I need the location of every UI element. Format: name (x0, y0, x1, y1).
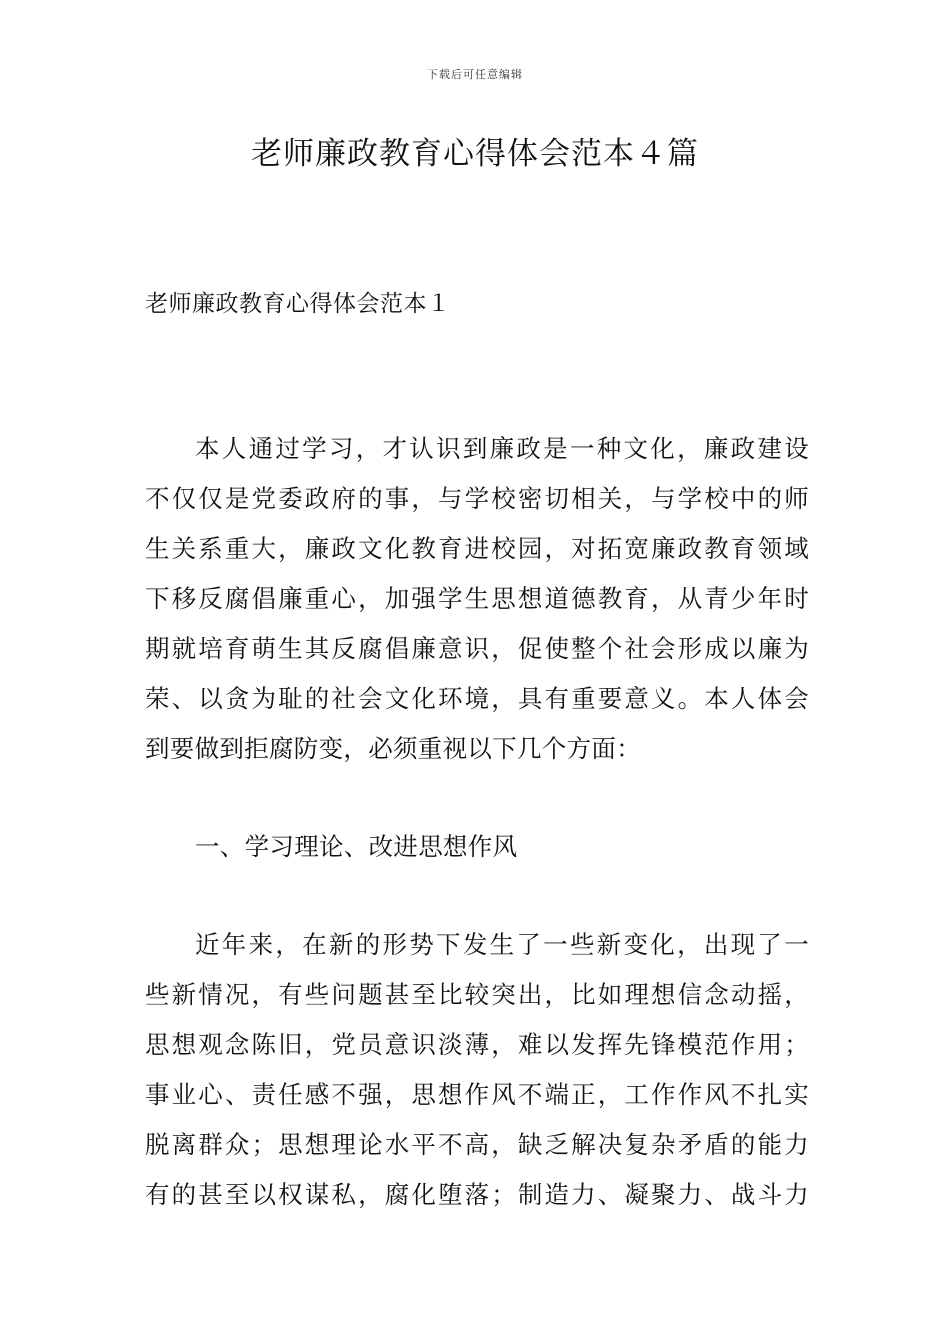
header-note: 下载后可任意编辑 (427, 68, 523, 81)
point-heading (145, 822, 809, 872)
paragraph-line: 期就培育萌生其反腐倡廉意识，促使整个社会形成以廉为 (145, 634, 809, 663)
paragraph-line: 近年来，在新的形势下发生了一些新变化，出现了一 (195, 930, 809, 959)
paragraph-line: 不仅仅是党委政府的事，与学校密切相关，与学校中的师 (145, 484, 809, 513)
paragraph-line: 思想观念陈旧，党员意识淡薄，难以发挥先锋模范作用； (145, 1030, 809, 1059)
paragraph-line: 生关系重大，廉政文化教育进校园，对拓宽廉政教育领域 (145, 534, 809, 563)
paragraph-line: 本人通过学习，才认识到廉政是一种文化，廉政建设 (195, 434, 809, 463)
paragraph-line: 事业心、责任感不强，思想作风不端正，工作作风不扎实 (145, 1080, 809, 1109)
paragraph-line: 下移反腐倡廉重心，加强学生思想道德教育，从青少年时 (145, 584, 809, 613)
paragraph-line: 到要做到拒腐防变，必须重视以下几个方面： (145, 734, 641, 763)
paragraph-intro (145, 424, 809, 774)
point-heading-text: 一、学习理论、改进思想作风 (195, 832, 518, 861)
paragraph-line: 荣、以贪为耻的社会文化环境，具有重要意义。本人体会 (145, 684, 809, 713)
section-heading: 老师廉政教育心得体会范本１ (145, 291, 451, 317)
paragraph-body (145, 920, 809, 1220)
paragraph-line: 脱离群众；思想理论水平不高，缺乏解决复杂矛盾的能力 (145, 1130, 809, 1159)
paragraph-line: 些新情况，有些问题甚至比较突出，比如理想信念动摇， (145, 980, 809, 1009)
document-title: 老师廉政教育心得体会范本４篇 (251, 136, 699, 172)
paragraph-line: 有的甚至以权谋私，腐化堕落；制造力、凝聚力、战斗力 (145, 1180, 809, 1209)
